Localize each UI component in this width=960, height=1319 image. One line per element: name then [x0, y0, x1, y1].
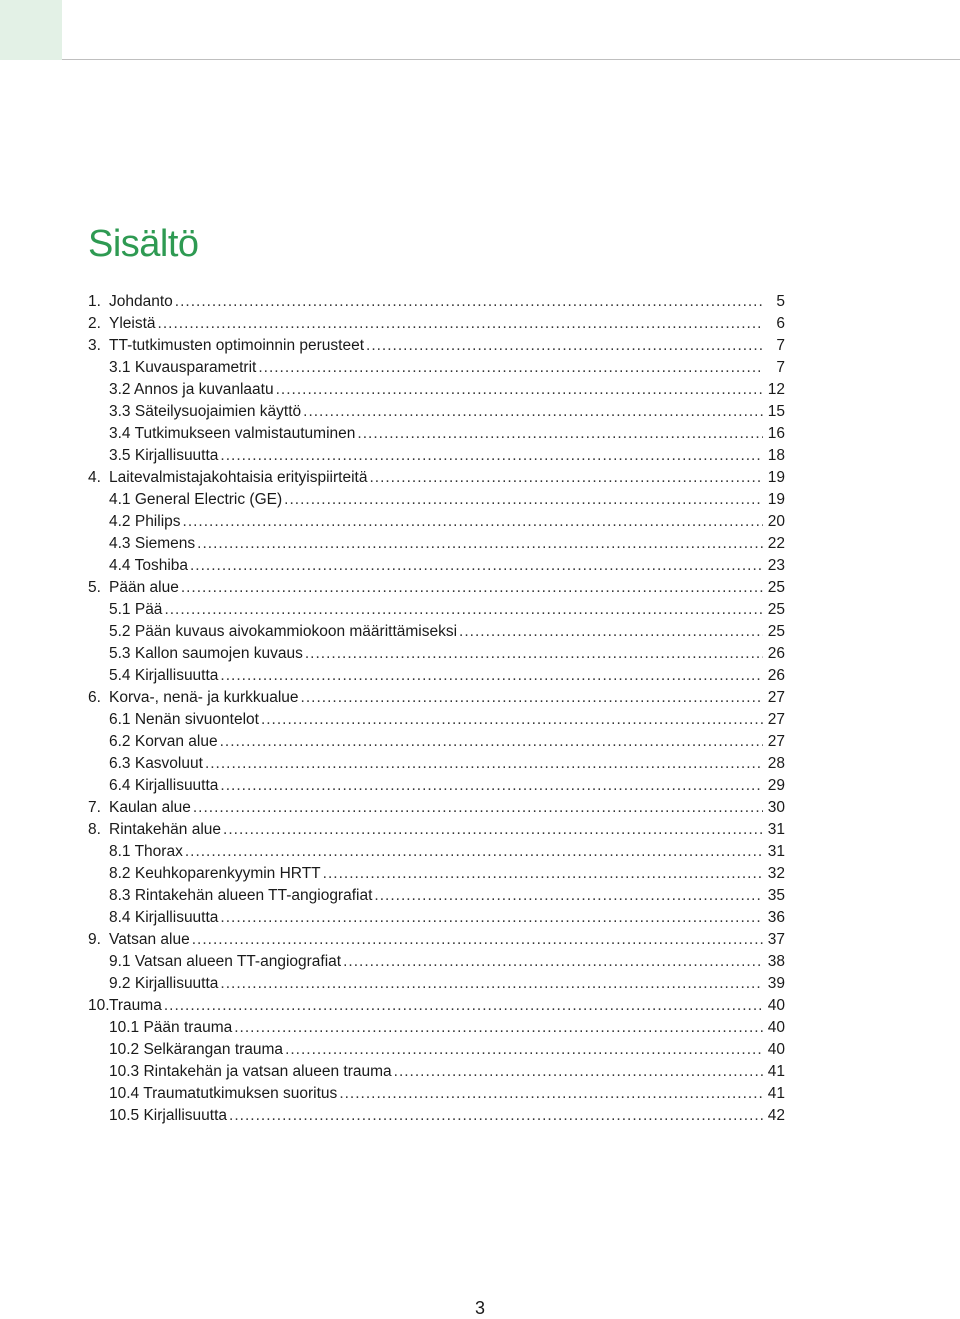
toc-page-number: 40 [767, 1041, 785, 1058]
toc-page-number: 41 [767, 1085, 785, 1102]
toc-entry-number: 6. [88, 689, 101, 706]
toc-entry[interactable] [88, 929, 785, 951]
toc-page-number: 25 [767, 623, 785, 640]
toc-leader-dots [276, 379, 763, 401]
toc-entry-label [88, 1061, 392, 1083]
toc-entry-text: Yleistä [109, 315, 156, 332]
toc-page-number: 15 [767, 403, 785, 420]
page-number: 3 [474, 1298, 485, 1318]
toc-entry-text: Johdanto [109, 293, 173, 310]
toc-subentry[interactable] [88, 775, 785, 797]
toc-leader-dots [366, 335, 763, 357]
toc-page-number: 29 [767, 777, 785, 794]
toc-leader-dots [220, 445, 763, 467]
toc-leader-dots [339, 1083, 763, 1105]
toc-leader-dots [197, 533, 763, 555]
toc-entry[interactable] [88, 335, 785, 357]
toc-entry-label [88, 577, 179, 599]
toc-page-number: 28 [767, 755, 785, 772]
toc-subentry[interactable] [88, 1105, 785, 1127]
toc-entry-text: 8.3 Rintakehän alueen TT-angiografiat [109, 887, 373, 904]
toc-entry-label [88, 841, 183, 863]
table-of-contents [88, 291, 785, 1127]
toc-leader-dots [394, 1061, 763, 1083]
toc-entry-label [88, 511, 181, 533]
toc-leader-dots [369, 467, 763, 489]
toc-entry[interactable] [88, 467, 785, 489]
toc-entry-text: 6.3 Kasvoluut [109, 755, 203, 772]
toc-page-number: 12 [767, 381, 785, 398]
toc-subentry[interactable] [88, 709, 785, 731]
toc-subentry[interactable] [88, 357, 785, 379]
toc-leader-dots [323, 863, 763, 885]
toc-entry-text: 9.1 Vatsan alueen TT-angiografiat [109, 953, 342, 970]
toc-page-number: 27 [767, 689, 785, 706]
toc-entry-label [88, 797, 191, 819]
toc-leader-dots [305, 643, 763, 665]
toc-leader-dots [183, 511, 763, 533]
toc-page-number: 27 [767, 733, 785, 750]
toc-entry-label [88, 467, 367, 489]
toc-page-number: 27 [767, 711, 785, 728]
toc-leader-dots [220, 665, 763, 687]
toc-entry-label [88, 863, 321, 885]
toc-subentry[interactable] [88, 599, 785, 621]
toc-entry-text: Pään alue [109, 579, 179, 596]
toc-page-number: 23 [767, 557, 785, 574]
toc-page-number: 18 [767, 447, 785, 464]
toc-entry-text: 4.4 Toshiba [109, 557, 188, 574]
toc-leader-dots [164, 599, 763, 621]
toc-leader-dots [193, 797, 763, 819]
toc-entry-text: Rintakehän alue [109, 821, 222, 838]
toc-entry-number: 9. [88, 931, 101, 948]
toc-leader-dots [181, 577, 763, 599]
toc-subentry[interactable] [88, 555, 785, 577]
toc-leader-dots [220, 731, 763, 753]
toc-subentry[interactable] [88, 401, 785, 423]
toc-entry-label [88, 379, 274, 401]
toc-entry[interactable] [88, 687, 785, 709]
toc-leader-dots [158, 313, 763, 335]
toc-entry-text: 10.5 Kirjallisuutta [109, 1107, 228, 1124]
toc-leader-dots [234, 1017, 763, 1039]
toc-page-number: 30 [767, 799, 785, 816]
toc-entry-label [88, 665, 218, 687]
toc-entry-label [88, 775, 218, 797]
toc-leader-dots [175, 291, 763, 313]
page-title: Sisältö [88, 223, 199, 265]
toc-leader-dots [220, 973, 763, 995]
toc-entry-label [88, 533, 195, 555]
toc-subentry[interactable] [88, 973, 785, 995]
toc-page-number: 22 [767, 535, 785, 552]
toc-leader-dots [205, 753, 763, 775]
toc-page-number: 6 [776, 315, 785, 332]
toc-entry-text: 8.4 Kirjallisuutta [109, 909, 219, 926]
toc-entry-label [88, 291, 173, 313]
toc-entry-text: Trauma [109, 997, 162, 1014]
toc-page-number: 39 [767, 975, 785, 992]
toc-entry-label [88, 401, 301, 423]
toc-entry-text: 3.4 Tutkimukseen valmistautuminen [109, 425, 356, 442]
toc-entry-text: TT-tutkimusten optimoinnin perusteet [109, 337, 365, 354]
toc-page-number: 7 [776, 359, 785, 376]
toc-page-number: 40 [767, 1019, 785, 1036]
toc-subentry[interactable] [88, 533, 785, 555]
toc-page-number: 16 [767, 425, 785, 442]
toc-entry[interactable] [88, 797, 785, 819]
toc-entry-text: Vatsan alue [109, 931, 190, 948]
header-rule [62, 59, 960, 60]
toc-entry-label [88, 731, 218, 753]
toc-entry[interactable] [88, 577, 785, 599]
toc-leader-dots [192, 929, 763, 951]
toc-entry-label [88, 489, 282, 511]
toc-entry-text: 3.2 Annos ja kuvanlaatu [109, 381, 274, 398]
toc-entry-text: 8.1 Thorax [109, 843, 183, 860]
toc-leader-dots [374, 885, 763, 907]
toc-page-number: 32 [767, 865, 785, 882]
toc-entry-text: Korva-, nenä- ja kurkkualue [109, 689, 299, 706]
toc-leader-dots [459, 621, 763, 643]
toc-entry-number: 4. [88, 469, 101, 486]
toc-subentry[interactable] [88, 379, 785, 401]
toc-entry-label [88, 423, 355, 445]
toc-subentry[interactable] [88, 621, 785, 643]
toc-entry-label [88, 1017, 232, 1039]
toc-entry-label [88, 621, 457, 643]
toc-subentry[interactable] [88, 445, 785, 467]
toc-entry-text: 5.3 Kallon saumojen kuvaus [109, 645, 303, 662]
toc-page-number: 7 [776, 337, 785, 354]
toc-subentry[interactable] [88, 951, 785, 973]
corner-color-block [0, 0, 62, 60]
toc-entry-label [88, 1105, 227, 1127]
toc-entry-text: 9.2 Kirjallisuutta [109, 975, 219, 992]
toc-entry-text: 3.1 Kuvausparametrit [109, 359, 257, 376]
toc-entry-text: 10.1 Pään trauma [109, 1019, 233, 1036]
toc-subentry[interactable] [88, 489, 785, 511]
toc-subentry[interactable] [88, 841, 785, 863]
toc-page-number: 42 [767, 1107, 785, 1124]
toc-page-number: 36 [767, 909, 785, 926]
toc-leader-dots [301, 687, 763, 709]
toc-entry-label [88, 555, 188, 577]
toc-entry-number: 8. [88, 821, 101, 838]
toc-leader-dots [164, 995, 763, 1017]
toc-entry-label [88, 445, 218, 467]
toc-leader-dots [357, 423, 763, 445]
toc-entry-text: 3.5 Kirjallisuutta [109, 447, 219, 464]
toc-entry-text: 4.3 Siemens [109, 535, 196, 552]
toc-subentry[interactable] [88, 665, 785, 687]
toc-entry-label [88, 951, 341, 973]
toc-page-number: 25 [767, 601, 785, 618]
toc-entry-text: 6.2 Korvan alue [109, 733, 218, 750]
toc-entry-text: 10.4 Traumatutkimuksen suoritus [109, 1085, 338, 1102]
toc-subentry[interactable] [88, 643, 785, 665]
toc-page-number: 26 [767, 645, 785, 662]
toc-subentry[interactable] [88, 731, 785, 753]
toc-entry-text: Kaulan alue [109, 799, 191, 816]
toc-entry-label [88, 335, 364, 357]
toc-entry-label [88, 753, 203, 775]
toc-entry-number: 5. [88, 579, 101, 596]
toc-entry-text: 5.4 Kirjallisuutta [109, 667, 219, 684]
toc-entry-text: 4.2 Philips [109, 513, 181, 530]
toc-entry-label [88, 973, 218, 995]
toc-leader-dots [229, 1105, 763, 1127]
toc-page-number: 20 [767, 513, 785, 530]
toc-entry-label [88, 929, 190, 951]
toc-page-number: 5 [776, 293, 785, 310]
toc-page-number: 19 [767, 469, 785, 486]
toc-entry-label [88, 313, 156, 335]
toc-entry-label [88, 819, 221, 841]
toc-subentry[interactable] [88, 511, 785, 533]
toc-entry-text: 10.3 Rintakehän ja vatsan alueen trauma [109, 1063, 392, 1080]
toc-page-number: 25 [767, 579, 785, 596]
toc-entry-number: 2. [88, 315, 101, 332]
toc-leader-dots [261, 709, 763, 731]
toc-page-number: 38 [767, 953, 785, 970]
toc-entry-number: 7. [88, 799, 101, 816]
toc-entry-number: 10. [88, 997, 110, 1014]
toc-leader-dots [343, 951, 763, 973]
toc-page-number: 35 [767, 887, 785, 904]
toc-entry[interactable] [88, 995, 785, 1017]
toc-page-number: 41 [767, 1063, 785, 1080]
toc-entry-text: 4.1 General Electric (GE) [109, 491, 283, 508]
toc-entry-text: 10.2 Selkärangan trauma [109, 1041, 284, 1058]
toc-leader-dots [258, 357, 763, 379]
toc-entry-text: 5.2 Pään kuvaus aivokammiokoon määrittämiseksi [109, 623, 458, 640]
toc-entry-label [88, 357, 256, 379]
toc-entry[interactable] [88, 291, 785, 313]
toc-entry-text: 6.1 Nenän sivuontelot [109, 711, 259, 728]
toc-entry-label [88, 687, 299, 709]
toc-entry-label [88, 643, 303, 665]
toc-leader-dots [220, 775, 763, 797]
toc-page-number: 37 [767, 931, 785, 948]
toc-entry-number: 3. [88, 337, 101, 354]
toc-entry[interactable] [88, 313, 785, 335]
toc-page-number: 19 [767, 491, 785, 508]
toc-entry[interactable] [88, 819, 785, 841]
toc-subentry[interactable] [88, 1039, 785, 1061]
toc-entry-label [88, 1083, 337, 1105]
toc-entry-number: 1. [88, 293, 101, 310]
toc-page-number: 26 [767, 667, 785, 684]
toc-entry-label [88, 709, 259, 731]
toc-leader-dots [220, 907, 763, 929]
toc-subentry[interactable] [88, 1083, 785, 1105]
toc-leader-dots [285, 1039, 763, 1061]
toc-entry-text: Laitevalmistajakohtaisia erityispiirteitä [109, 469, 368, 486]
toc-entry-text: 5.1 Pää [109, 601, 163, 618]
toc-entry-label [88, 599, 162, 621]
toc-entry-label [88, 885, 372, 907]
toc-entry-text: 8.2 Keuhkoparenkyymin HRTT [109, 865, 321, 882]
toc-entry-text: 3.3 Säteilysuojaimien käyttö [109, 403, 302, 420]
toc-subentry[interactable] [88, 863, 785, 885]
toc-leader-dots [284, 489, 763, 511]
toc-leader-dots [303, 401, 763, 423]
toc-subentry[interactable] [88, 885, 785, 907]
toc-subentry[interactable] [88, 753, 785, 775]
toc-entry-text: 6.4 Kirjallisuutta [109, 777, 219, 794]
toc-page-number: 31 [767, 843, 785, 860]
toc-entry-label [88, 907, 218, 929]
toc-page-number: 40 [767, 997, 785, 1014]
toc-subentry[interactable] [88, 1061, 785, 1083]
toc-subentry[interactable] [88, 907, 785, 929]
toc-leader-dots [223, 819, 763, 841]
toc-leader-dots [190, 555, 763, 577]
toc-page-number: 31 [767, 821, 785, 838]
toc-entry-label [88, 995, 162, 1017]
toc-subentry[interactable] [88, 1017, 785, 1039]
toc-leader-dots [185, 841, 763, 863]
toc-subentry[interactable] [88, 423, 785, 445]
toc-entry-label [88, 1039, 283, 1061]
